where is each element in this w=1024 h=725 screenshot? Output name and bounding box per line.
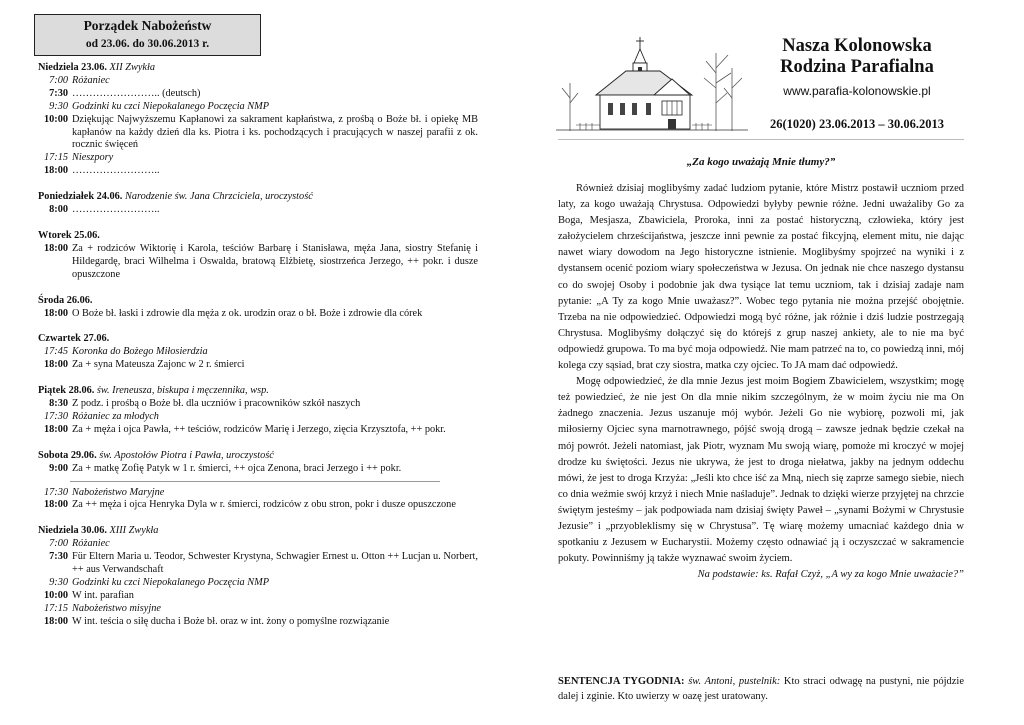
entry-text: …………………….. (72, 204, 160, 216)
entry-time: 17:45 (43, 346, 68, 358)
day-label: Piątek 28.06. (38, 385, 95, 397)
article-body (558, 181, 964, 583)
entry-text: Różaniec (72, 538, 110, 550)
article-title: „Za kogo uważają Mnie tłumy?” (686, 156, 836, 168)
schedule-entry (38, 398, 478, 411)
schedule-entry (38, 88, 478, 101)
entry-text: …………………….. (deutsch) (72, 87, 201, 99)
day-note: XII Zwykła (109, 62, 155, 73)
entry-time: 17:30 (43, 486, 68, 498)
bulletin-title (752, 36, 962, 78)
entry-text: Nabożeństwo Maryjne (72, 486, 165, 498)
entry-text: Für Eltern Maria u. Teodor, Schwester Krystyna, Schwagier Ernest u. Otton ++ Lucjan u. Norbert, ++ aus Verwandschaft (72, 551, 478, 576)
entry-time: 8:30 (49, 398, 68, 410)
entry-time: 9:00 (49, 462, 68, 474)
entry-time: 7:00 (49, 74, 68, 86)
entry-text: Z podz. i prośbą o Boże bł. dla uczniów i pracowników szkół naszych (72, 398, 361, 410)
day-label: Czwartek 27.06. (38, 333, 110, 345)
day-gap (38, 437, 478, 450)
website-url: www.parafia-kolonowskie.pl (783, 84, 931, 98)
day-note: św. Apostołów Piotra i Pawła, uroczystość (99, 449, 274, 461)
schedule-entry (38, 499, 478, 512)
sentence-text: Kto straci odwagę na pustyni, nie pójdzie dalej i zginie. Kto uwierzy w oazę jest uratowany. (558, 676, 964, 702)
schedule-entry (38, 616, 478, 629)
sentence-of-week (558, 674, 964, 704)
day-heading (38, 191, 478, 204)
entry-text: …………………….. (72, 165, 160, 177)
day-heading (38, 525, 478, 538)
schedule-entry (38, 424, 478, 437)
entry-text: Dziękując Najwyższemu Kapłanowi za sakrament kapłaństwa, z prośbą o Boże bł. i opiekę MB kapłanów na każdy dzień dla ks. Piotra i ks. pochodzących i pracujących w naszej parafii z ok. rocznic święceń (72, 113, 478, 151)
day-gap (38, 178, 478, 191)
bulletin-title-line2: Rodzina Parafialna (780, 57, 934, 77)
church-illustration (556, 33, 748, 133)
entry-time: 18:00 (43, 165, 68, 177)
entry-text: Za + matkę Zofię Patyk w 1 r. śmierci, ++ ojca Zenona, braci Jerzego i ++ pokr. (72, 462, 402, 474)
day-gap (38, 320, 478, 333)
schedule-entry (38, 114, 478, 153)
entry-text: Za + rodziców Wiktorię i Karola, teściów Barbarę i Stanisława, męża Jana, siostry Stefanię i Hildegardę, braci Wilhelma i Oswalda, bratową Elżbietę, siostrzeńca Jerzego, ++ pokr. i dusze opuszczone (72, 242, 478, 280)
article-paragraph-2: Mogę odpowiedzieć, że dla mnie Jezus jest moim Bogiem Zbawicielem, wszystkim; mogę też powiedzieć, że nie jest On dla mnie nikim szczególnym, że w moim życiu nie ma On żadnego znaczenia. Jezus uszanuje mój wybór. Jeżeli Go nie wybiorę, pozwoli mi, jak miłosierny Ojciec syna marnotrawnego, pójść swoją drogą – zawsze jednak będzie czekał na mój powrót. Jeżeli natomiast, jak Piotr, wyznam Mu swoją wiarę, pomoże mi kroczyć w mojej drodze ku świętości. Jezus nie ukrywa, że jest to droga niełatwa, jakby na jednym oddechu mówi, że jest to droga Krzyża: „Jeśli kto chce iść za Mną, niech się zaprze samego siebie, niech co dnia weźmie swój krzyż i niech Mnie naśladuje”. Jednak to dzięki wierze przyjętej na chrzcie świętym jesteśmy – jak podpowiada nam dzisiaj święty Paweł – „synami Bożymi w Chrystusie Jezusie” i „przyobleklismy się w Chrystusa”. Tę wiarę możemy umacniać każdego dnia w spotkaniu z Jezusem w Eucharystii. Możemy często odnawiać ją i oczyszczać w sakramencie pokuty. Powinniśmy ją także wyznawać swoim życiem. (558, 376, 964, 565)
entry-text: W int. parafian (72, 589, 134, 601)
issue-number: 26(1020) 23.06.2013 – 30.06.2013 (770, 117, 944, 131)
schedule-entry (38, 359, 478, 372)
entry-text: Koronka do Bożego Miłosierdzia (72, 346, 208, 358)
entry-time: 10:00 (43, 113, 68, 125)
schedule-entry (38, 463, 478, 476)
day-heading (38, 450, 478, 463)
day-label: Sobota 29.06. (38, 449, 97, 461)
sentence-author: św. Antoni, pustelnik: (688, 676, 781, 687)
entry-text: Za + męża i ojca Pawła, ++ teściów, rodziców Marię i Jerzego, zięcia Krzysztofa, ++ pokr. (72, 423, 446, 435)
schedule-entry (38, 603, 478, 616)
schedule-entry (38, 577, 478, 590)
day-label: Niedziela 30.06. (38, 525, 107, 537)
entry-text: Różaniec za młodych (72, 410, 159, 422)
entry-time: 17:30 (43, 410, 68, 422)
day-heading (38, 62, 478, 75)
entry-time: 8:00 (49, 204, 68, 216)
sentence-label: SENTENCJA TYGODNIA: (558, 676, 685, 687)
entry-time: 7:30 (49, 551, 68, 563)
entry-text: O Boże bł. łaski i zdrowie dla męża z ok. urodzin oraz o bł. Boże i zdrowie dla córek (72, 307, 423, 319)
entry-time: 18:00 (43, 307, 68, 319)
entry-time: 7:30 (49, 87, 68, 99)
day-gap (38, 372, 478, 385)
day-note: Narodzenie św. Jana Chrzciciela, uroczystość (124, 191, 313, 203)
schedule-entry (38, 551, 478, 577)
entry-text: Godzinki ku czci Niepokalanego Poczęcia NMP (72, 577, 270, 588)
day-note: XIII Zwykła (109, 525, 159, 537)
bulletin-title-line1: Nasza Kolonowska (782, 36, 932, 56)
day-label: Środa 26.06. (38, 294, 93, 306)
entry-text: Nieszpory (72, 152, 114, 164)
schedule-header (34, 14, 261, 56)
entry-time: 17:15 (43, 602, 68, 614)
schedule-entry (38, 346, 478, 359)
entry-time: 7:00 (49, 538, 68, 550)
schedule-entry (38, 204, 478, 217)
entry-time: 9:30 (49, 100, 68, 112)
day-heading (38, 230, 478, 243)
day-label: Poniedziałek 24.06. (38, 191, 123, 203)
entry-text: Za ++ męża i ojca Henryka Dyla w r. śmierci, rodziców z obu stron, pokr i dusze opuszczone (72, 499, 456, 511)
day-gap (38, 282, 478, 295)
entry-text: Nabożeństwo misyjne (72, 602, 161, 614)
entry-text: W int. teścia o siłę ducha i Boże bł. oraz w int. żony o pomyślne rozwiązanie (72, 615, 390, 627)
schedule-entry (38, 243, 478, 282)
schedule-entry (38, 101, 478, 114)
entry-text: Godzinki ku czci Niepokalanego Poczęcia NMP (72, 100, 270, 112)
masthead-divider (558, 139, 964, 140)
entry-text: Za + syna Mateusza Zajonc w 2 r. śmierci (72, 359, 245, 371)
schedule-entry (38, 152, 478, 165)
entry-time: 9:30 (49, 577, 68, 588)
day-note: św. Ireneusza, biskupa i męczennika, wsp. (96, 385, 269, 397)
entry-time: 10:00 (43, 589, 68, 601)
entry-time: 18:00 (43, 499, 68, 511)
article-source: Na podstawie: ks. Rafał Czyż, „A wy za kogo Mnie uważacie?” (697, 569, 964, 581)
day-gap (38, 217, 478, 230)
schedule-entry (38, 538, 478, 551)
day-heading (38, 333, 478, 346)
schedule-entry (38, 165, 478, 178)
day-gap (38, 512, 478, 525)
mass-schedule (38, 62, 478, 629)
schedule-divider (70, 481, 440, 482)
schedule-entry (38, 411, 478, 424)
entry-time: 18:00 (43, 242, 68, 254)
schedule-entry (38, 590, 478, 603)
entry-time: 18:00 (43, 423, 68, 435)
day-heading (38, 295, 478, 308)
entry-text: Różaniec (72, 74, 110, 86)
day-label: Wtorek 25.06. (38, 229, 100, 241)
day-heading (38, 385, 478, 398)
schedule-title: Porządek Nabożeństw (83, 18, 212, 33)
schedule-entry (38, 487, 478, 500)
schedule-entry (38, 308, 478, 321)
schedule-entry (38, 75, 478, 88)
day-label: Niedziela 23.06. (38, 62, 107, 73)
entry-time: 17:15 (43, 152, 68, 164)
entry-time: 18:00 (43, 615, 68, 627)
article-paragraph-1: Również dzisiaj moglibyśmy zadać ludziom pytanie, które Mistrz postawił uczniom przed laty, za kogo uważają Chrystusa. Odpowiedzi byłyby pewnie różne. Jedni uważaliby Go za Boga, Mesjasza, Zbawiciela, Proroka, inni za postać historyczną, człowieka, który jest założycielem chrześcijaństwa, jeszcze inni pewnie za postać fikcyjną, element mitu, nie dając nawet wiary dowodom na Jego historyczne istnienie. Moglibyśmy spojrzeć na wyniki i z dystansem ocenić poziom wiary społeczeństwa w Jezusa. On jednak nie chce naszego dystansu co do swojej Osoby i podobnie jak dwa tysiące lat temu uczniom, tak i dzisiaj zadaje nam pytanie: „A Ty za kogo Mnie uważasz?”. Wobec tego pytania nie można przejść obojętnie. Trzeba na nie odpowiedzieć. Odpowiedzi mogą być różne, jak różnie i dziś ludzie postrzegają Chrystusa. Moglibyśmy dołączyć się do którejś z grup naszej ankiety, ale to nie ma być odpowiedź grupowa. To ma być moja odpowiedź. Nie mam patrzeć na to, co powiedzą inni, mój kolega czy sąsiad, brat czy siostra, matka czy ojciec. To JA mam dać odpowiedź. (558, 183, 964, 372)
entry-time: 18:00 (43, 359, 68, 371)
schedule-dates: od 23.06. do 30.06.2013 r. (85, 38, 210, 50)
